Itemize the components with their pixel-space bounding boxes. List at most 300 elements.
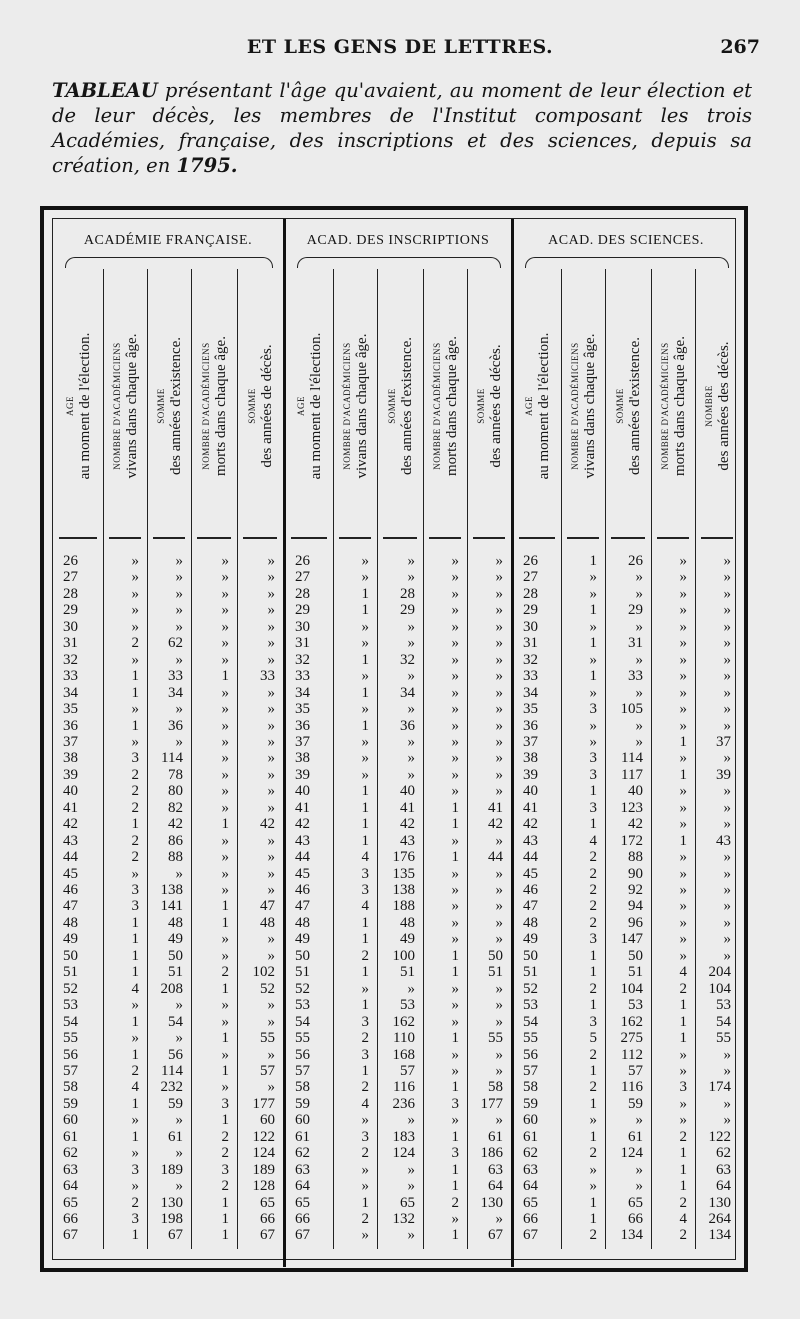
page-number: 267 [720,36,760,58]
column-header-small: SOMME [247,388,257,424]
table-cell: » [679,684,687,701]
table-cell: 53 [400,997,415,1014]
table-cell: 138 [392,882,415,898]
table-cell: » [723,849,731,866]
table-cell: 47 [260,898,275,915]
table-cell: » [451,733,459,750]
table-cell: 43 [716,832,731,849]
table-cell: 94 [628,898,643,915]
table-cell: 33 [628,668,643,685]
table-cell: 1 [361,964,369,981]
table-cell: » [451,882,459,898]
table-cell: 147 [620,931,643,948]
table-cell: » [221,865,229,882]
table-cell: » [221,569,229,586]
table-cell: 174 [708,1079,731,1096]
table-cell: 2 [361,1079,369,1096]
table-cell: » [723,1095,731,1112]
header-rule [243,537,277,539]
table-cell: 124 [620,1145,643,1162]
table-cell: 189 [252,1161,275,1178]
table-cell: 51 [628,964,643,981]
age-cell: 49 [63,931,78,948]
column-header-text [154,275,184,537]
table-cell: 88 [628,849,643,866]
table-cell: » [407,750,415,767]
age-cell: 61 [63,1128,78,1145]
table-cell: » [221,931,229,948]
table-cell: » [407,569,415,586]
age-cell: 38 [63,750,78,767]
table-cell: » [589,569,597,586]
column-header-text [294,275,324,537]
table-cell: 3 [589,701,597,718]
table-cell: » [679,816,687,833]
table-cell: 1 [679,832,687,849]
age-cell: 26 [63,553,78,569]
column-header-text [430,275,460,537]
table-cell: 2 [361,1030,369,1047]
table-cell: » [451,914,459,931]
table-cell: » [267,651,275,668]
table-cell: 51 [168,964,183,981]
table-cell: » [495,1046,503,1063]
age-cell: 53 [523,997,538,1014]
table-cell: 3 [361,1013,369,1030]
age-cell: 44 [295,849,310,866]
age-cell: 32 [523,651,538,668]
table-cell: 2 [131,1194,139,1211]
header-rule [153,537,185,539]
table-cell: » [221,733,229,750]
age-cell: 54 [295,1013,310,1030]
table-cell: » [267,1079,275,1096]
table-cell: » [451,1046,459,1063]
table-cell: » [679,783,687,800]
table-cell: 41 [400,799,415,816]
table-cell: 1 [361,816,369,833]
table-cell: » [267,750,275,767]
table-cell: 183 [392,1128,415,1145]
header-rule [611,537,645,539]
table-cell: » [221,635,229,652]
column-header-small: NOMBRE D'ACADÉMICIENS [432,342,442,470]
table-cell: » [679,701,687,718]
age-cell: 42 [295,816,310,833]
table-cell: 117 [621,766,643,783]
age-cell: 37 [295,733,310,750]
table-cell: » [221,947,229,964]
table-cell: 3 [451,1095,459,1112]
table-cell: 232 [160,1079,183,1096]
age-cell: 27 [63,569,78,586]
age-cell: 48 [63,914,78,931]
table-cell: » [267,618,275,635]
age-cell: 45 [523,865,538,882]
table-cell: 4 [589,832,597,849]
age-cell: 35 [63,701,78,718]
table-cell: » [175,701,183,718]
table-cell: » [451,766,459,783]
table-cell: 1 [589,1095,597,1112]
table-cell: 44 [488,849,503,866]
table-cell: » [723,914,731,931]
table-cell: 116 [621,1079,643,1096]
age-cell: 26 [523,553,538,569]
table-cell: » [679,553,687,569]
age-cell: 53 [295,997,310,1014]
column-header-text [340,275,370,537]
table-cell: » [495,553,503,569]
header-rule [291,537,327,539]
table-cell: 1 [221,1211,229,1227]
table-cell: 33 [168,668,183,685]
age-cell: 33 [523,668,538,685]
age-cell: 61 [295,1128,310,1145]
table-cell: 110 [393,1030,415,1047]
table-cell: » [723,783,731,800]
table-cell: 4 [679,964,687,981]
table-cell: » [361,766,369,783]
table-cell: 1 [451,816,459,833]
table-cell: 3 [589,1013,597,1030]
academy-heading: ACADÉMIE FRANÇAISE. [83,233,253,248]
age-cell: 52 [523,980,538,997]
table-cell: » [361,618,369,635]
table-cell: 61 [168,1128,183,1145]
table-cell: 2 [589,1145,597,1162]
table-cell: » [723,947,731,964]
table-cell: 54 [168,1013,183,1030]
table-cell: » [589,733,597,750]
table-cell: 2 [131,783,139,800]
table-cell: » [221,585,229,602]
table-cell: 114 [621,750,643,767]
age-cell: 33 [295,668,310,685]
table-cell: » [451,651,459,668]
table-cell: 1 [361,997,369,1014]
table-cell: » [589,651,597,668]
table-cell: » [679,618,687,635]
table-cell: » [635,1178,643,1195]
table-cell: 52 [260,980,275,997]
column-header-big: des années de décès. [488,344,504,468]
table-cell: » [589,1112,597,1129]
age-cell: 62 [63,1145,78,1162]
header-rule [197,537,231,539]
table-cell: 2 [131,799,139,816]
table-cell: 4 [361,1095,369,1112]
age-cell: 37 [63,733,78,750]
table-cell: » [723,1112,731,1129]
academy-brace [525,257,729,268]
table-cell: » [221,701,229,718]
table-cell: 49 [400,931,415,948]
age-cell: 60 [523,1112,538,1129]
table-cell: 65 [400,1194,415,1211]
table-cell: » [131,602,139,619]
table-cell: 2 [131,832,139,849]
age-cell: 55 [63,1030,78,1047]
table-cell: 66 [628,1211,643,1227]
table-cell: » [495,1013,503,1030]
column-header [605,275,651,537]
table-cell: » [267,1046,275,1063]
table-cell: 1 [361,799,369,816]
table-cell: 1 [361,717,369,734]
table-cell: 61 [488,1128,503,1145]
column-header-big: des années des décès. [716,341,732,471]
table-cell: » [495,733,503,750]
table-cell: 124 [392,1145,415,1162]
table-cell: 1 [589,602,597,619]
table-cell: » [679,914,687,931]
table-cell: » [175,1112,183,1129]
column-header-small: SOMME [476,388,486,424]
table-cell: » [451,553,459,569]
age-cell: 63 [63,1161,78,1178]
table-cell: 2 [589,882,597,898]
age-cell: 42 [523,816,538,833]
table-cell: 3 [361,882,369,898]
table-cell: 5 [589,1030,597,1047]
column-header-text [474,275,504,537]
table-cell: 64 [716,1178,731,1195]
table-cell: 122 [252,1128,275,1145]
column-header-big: des années d'existence. [399,336,415,476]
age-cell: 43 [523,832,538,849]
age-cell: 49 [295,931,310,948]
table-cell: 1 [361,651,369,668]
table-cell: 2 [589,980,597,997]
table-cell: 42 [400,816,415,833]
column-header-big: des années de décès. [259,344,275,468]
table-cell: 1 [589,1194,597,1211]
table-cell: 3 [131,1211,139,1227]
table-cell: » [131,701,139,718]
age-cell: 66 [523,1211,538,1227]
table-cell: 1 [361,1194,369,1211]
column-header-text [63,275,93,537]
table-cell: » [495,1211,503,1227]
table-cell: » [723,816,731,833]
table-cell: 4 [679,1211,687,1227]
table-cell: 1 [131,947,139,964]
column-header-small: SOMME [387,388,397,424]
table-cell: 1 [589,816,597,833]
table-cell: 62 [716,1145,731,1162]
table-cell: 1 [679,733,687,750]
age-cell: 34 [295,684,310,701]
table-cell: 3 [679,1079,687,1096]
table-cell: 132 [392,1211,415,1227]
age-cell: 38 [523,750,538,767]
age-cell: 57 [63,1062,78,1079]
table-cell: 65 [260,1194,275,1211]
table-cell: » [679,882,687,898]
age-cell: 67 [63,1227,78,1244]
table-cell: » [221,553,229,569]
column-header-big: morts dans chaque âge. [444,336,460,476]
table-cell: 1 [589,947,597,964]
academy-heading: ACAD. DES SCIENCES. [548,233,704,248]
table-cell: 134 [620,1227,643,1244]
age-cell: 50 [63,947,78,964]
table-cell: » [723,717,731,734]
table-cell: 1 [221,980,229,997]
table-cell: » [267,849,275,866]
table-cell: 186 [480,1145,503,1162]
table-cell: 1 [361,602,369,619]
table-cell: » [451,701,459,718]
table-cell: » [679,1046,687,1063]
table-cell: 1 [131,668,139,685]
table-cell: 1 [131,1095,139,1112]
age-cell: 39 [523,766,538,783]
column-header-small: SOMME [156,388,166,424]
column-header-text [385,275,415,537]
age-cell: 39 [295,766,310,783]
table-cell: » [635,684,643,701]
column-header [103,275,147,537]
age-cell: 44 [63,849,78,866]
age-cell: 39 [63,766,78,783]
table-cell: » [495,1112,503,1129]
table-cell: » [495,832,503,849]
table-cell: » [589,1161,597,1178]
table-cell: 1 [361,914,369,931]
table-cell: 122 [708,1128,731,1145]
table-cell: 34 [400,684,415,701]
table-cell: » [495,569,503,586]
table-cell: 1 [589,1062,597,1079]
caption-text: présentant l'âge qu'avaient, au moment de leur élection et de leur décès, les membres de l'Institut composant les trois Académies, française, des inscriptions et des sciences, depuis sa création, en [52,79,753,177]
table-cell: 2 [221,1178,229,1195]
age-cell: 53 [63,997,78,1014]
age-cell: 29 [523,602,538,619]
table-cell: » [723,602,731,619]
table-cell: 135 [392,865,415,882]
table-cell: » [723,799,731,816]
running-title: ET LES GENS DE LETTRES. [246,36,554,58]
table-cell: » [267,947,275,964]
age-cell: 28 [523,585,538,602]
age-cell: 58 [63,1079,78,1096]
table-cell: » [221,799,229,816]
table-cell: » [679,750,687,767]
table-cell: 177 [480,1095,503,1112]
table-cell: » [589,717,597,734]
header-rule [657,537,689,539]
table-cell: 134 [708,1227,731,1244]
age-cell: 65 [523,1194,538,1211]
table-cell: 4 [361,898,369,915]
table-cell: » [221,766,229,783]
table-cell: 1 [361,1062,369,1079]
table-cell: » [221,602,229,619]
table-cell: » [131,865,139,882]
table-cell: 37 [716,733,731,750]
table-cell: 3 [131,750,139,767]
table-cell: » [451,1211,459,1227]
table-cell: 114 [161,750,183,767]
table-cell: 162 [620,1013,643,1030]
table-cell: » [679,585,687,602]
table-cell: 1 [131,1046,139,1063]
age-cell: 46 [523,882,538,898]
table-cell: » [451,1112,459,1129]
column-header-text [245,275,275,537]
table-cell: 3 [131,1161,139,1178]
table-cell: 1 [679,1013,687,1030]
table-cell: 1 [131,931,139,948]
column-header [513,275,561,537]
table-cell: 124 [252,1145,275,1162]
table-cell: 162 [392,1013,415,1030]
age-cell: 41 [295,799,310,816]
age-cell: 37 [523,733,538,750]
column-header-small: NOMBRE [704,385,714,427]
table-cell: » [267,931,275,948]
table-cell: 60 [260,1112,275,1129]
age-cell: 67 [295,1227,310,1244]
table-cell: 1 [221,668,229,685]
table-cell: 104 [620,980,643,997]
table-cell: » [267,553,275,569]
table-cell: 2 [361,1145,369,1162]
column-header-small: NOMBRE D'ACADÉMICIENS [342,342,352,470]
age-cell: 30 [523,618,538,635]
table-cell: 1 [221,1112,229,1129]
table-cell: 1 [589,783,597,800]
table-cell: » [361,668,369,685]
table-cell: » [407,701,415,718]
table-cell: 275 [620,1030,643,1047]
table-cell: » [221,750,229,767]
table-cell: 2 [589,898,597,915]
header-rule [519,537,555,539]
column-header-big: au moment de l'élection. [77,332,93,480]
age-cell: 64 [63,1178,78,1195]
table-cell: » [495,684,503,701]
table-cell: 204 [708,964,731,981]
table-cell: 141 [160,898,183,915]
age-cell: 27 [523,569,538,586]
table-cell: » [451,750,459,767]
table-cell: » [451,898,459,915]
table-cell: » [451,931,459,948]
table-cell: 1 [131,684,139,701]
table-cell: » [267,733,275,750]
table-cell: » [175,602,183,619]
age-cell: 65 [295,1194,310,1211]
column-header-big: des années d'existence. [168,336,184,476]
table-cell: » [407,980,415,997]
age-cell: 41 [523,799,538,816]
age-cell: 57 [295,1062,310,1079]
table-cell: » [451,717,459,734]
age-cell: 36 [63,717,78,734]
table-cell: » [679,931,687,948]
column-header [467,275,511,537]
table-cell: 51 [488,964,503,981]
academy-brace [297,257,501,268]
table-cell: » [451,684,459,701]
table-cell: 3 [589,931,597,948]
table-cell: » [451,997,459,1014]
table-cell: » [221,684,229,701]
age-cell: 48 [523,914,538,931]
